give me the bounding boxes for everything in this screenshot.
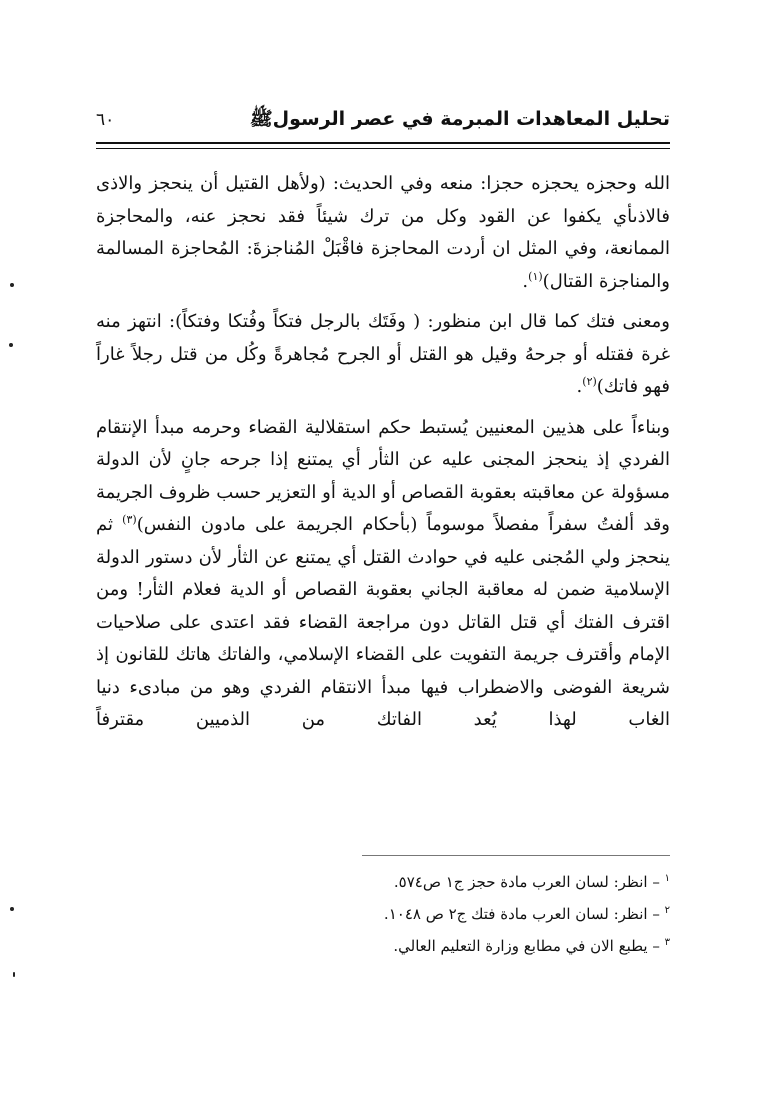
footnote-ref-3: (٣) [122, 513, 137, 526]
scan-speck-3 [10, 907, 14, 911]
footnotes [200, 866, 670, 962]
paragraph-3 [96, 412, 670, 737]
paragraph-1 [96, 168, 670, 298]
footnote-ref-2: (٢) [582, 375, 597, 388]
header-rule-thin [96, 148, 670, 149]
scan-speck-2 [9, 343, 13, 347]
scan-speck-1 [10, 283, 14, 287]
footnote-2-text: – انظر: لسان العرب مادة فتك ج٢ ص ١٠٤٨. [383, 905, 660, 923]
footnote-2 [200, 898, 670, 930]
paragraph-3-text: وبناءاً على هذيين المعنيين يُستبط حكم استقلالية القضاء وحرمه مبدأ الإنتقام الفردي إذ ينحجز المجنى عليه عن الثأر أي يمتنع إذا جرحه جانٍ لأن الدولة مسؤولة عن معاقبته بعقوبة القصاص أو الدية أو التعزير حسب ظروف الجريمة وقد ألفتُ سفراً مفصلاً موسوماً (بأحكام الجريمة على مادون النفس) [96, 416, 670, 535]
page-header [96, 104, 670, 138]
running-title: تحليل المعاهدات المبرمة في عصر الرسولﷺ [249, 108, 670, 130]
footnote-3-text: – يطبع الان في مطابع وزارة التعليم العالي. [393, 937, 660, 955]
body-text [96, 168, 670, 737]
footnote-1-text: – انظر: لسان العرب مادة حجز ج١ ص٥٧٤. [393, 873, 660, 891]
scan-speck-4 [13, 972, 15, 977]
footnote-1-marker: ١ [664, 873, 670, 884]
footnote-separator [362, 855, 670, 856]
header-rule-thick [96, 142, 670, 144]
paragraph-3-continuation: ثم ينحجز ولي المُجنى عليه في حوادث القتل أي يمتنع عن الثأر لأن دستور الدولة الإسلامية ضمن له معاقبة الجاني بعقوبة القصاص أو الدية فعلام الثأر! ومن اقترف الفتك أي قتل القاتل دون مراجعة القضاء فقد اعتدى على صلاحيات الإمام وأقترف جريمة التفويت على القضاء الإسلامي، والفاتك هاتك للقانون إذ شريعة الفوضى والاضطراب فيها مبدأ الانتقام الفردي وهو من مبادىء دنيا الغاب لهذا يُعد الفاتك من الذميين مقترفاً [96, 514, 670, 730]
footnote-ref-1: (١) [528, 269, 543, 283]
page-number: ٦٠ [96, 110, 115, 130]
footnote-1 [200, 866, 670, 898]
paragraph-2-text: ومعنى فتك كما قال ابن منظور: ( وفَتَك بالرجل فتكاً وفُتكا وفتكاً): انتهز منه غرة فقتله أو جرحهُ وقيل هو القتل أو الجرح مُجاهرةً وكُل من قتل رجلاً غاراً فهو فاتك) [96, 311, 670, 397]
footnote-3-marker: ٣ [664, 937, 670, 948]
footnote-3 [200, 930, 670, 962]
paragraph-2-end: . [576, 376, 583, 397]
footnote-2-marker: ٢ [664, 905, 670, 916]
paragraph-1-end: . [522, 270, 529, 292]
paragraph-2 [96, 306, 670, 404]
paragraph-1-text: الله وحجزه يحجزه حجزا: منعه وفي الحديث: (ولأهل القتيل أن ينحجز والاذى فالاذىأي يكفوا عن القود وكل من ترك شيئاً فقد نحجز عنه، والمحاجزة الممانعة، وفي المثل ان أردت المحاجزة فاقْبَلْ المُناجزةَ: المُحاجزة المسالمة والمناجزة القتال) [96, 173, 670, 292]
